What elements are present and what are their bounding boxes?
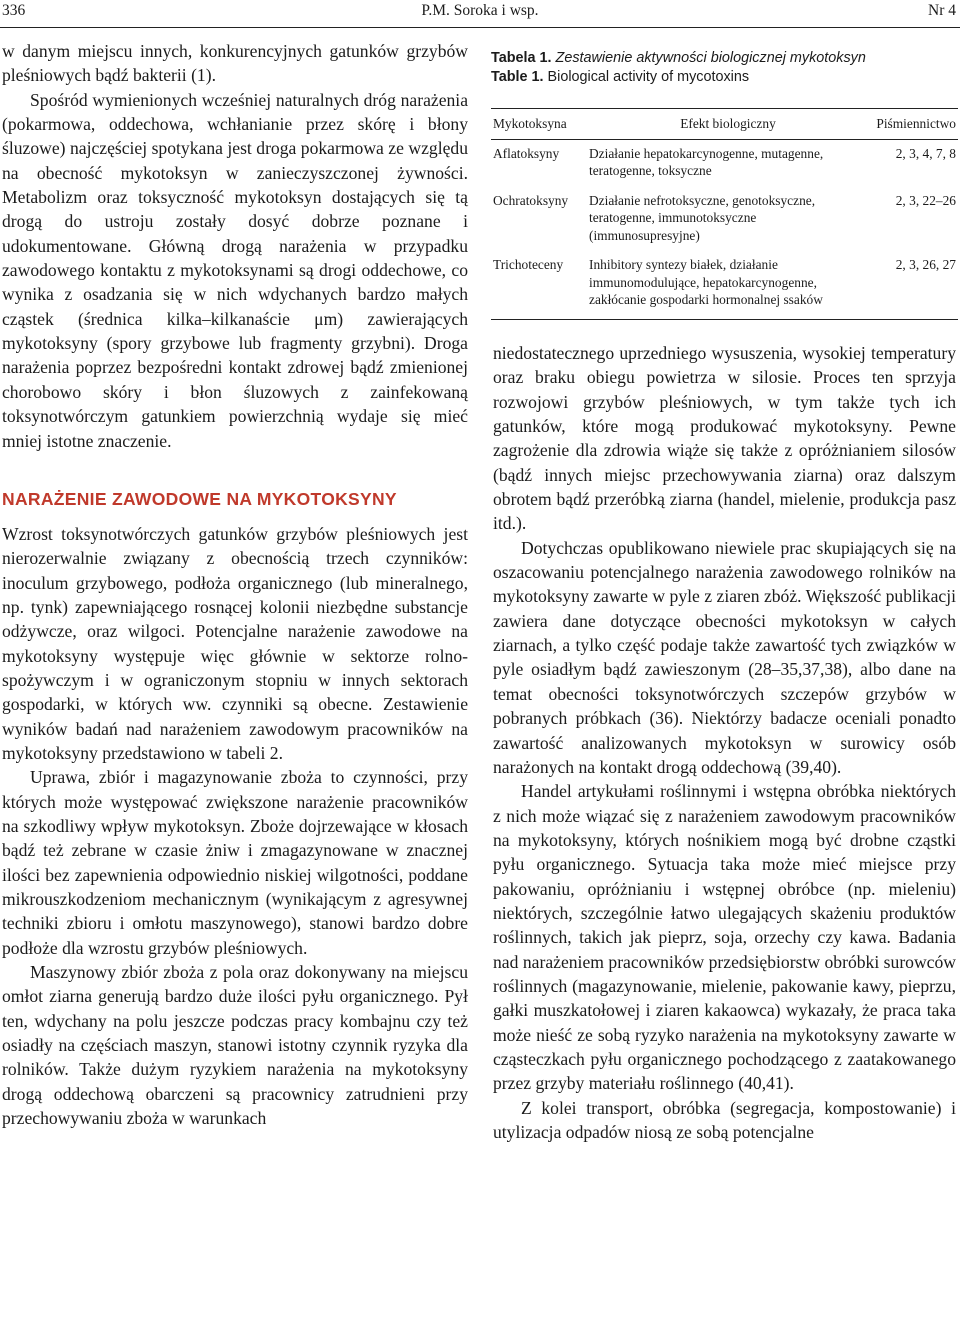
paragraph: Wzrost toksynotwórczych gatunków grzybów pleśniowych jest nierozerwalnie związany z obecnością trzech czynników: inoculum grzybowego, podłoża organicznego (lub mineralnego, np. tynk) zapewniającego rosnącej kolonii niezbędne substancje odżywcze, oraz wilgoci. Potencjalne narażenie zawodowe na mykotoksyny występuje więc głównie w sektorze rolno-spożywczym i w ograniczonym stopniu w innych sektorach gospodarki, w których ww. czynniki są obecne. Zestawienie wyników badań nad narażeniem zawodowym pracowników na mykotoksyny przedstawiono w tabeli 2. (2, 523, 468, 763)
column-header-refs: Piśmiennictwo (869, 109, 958, 140)
running-authors: P.M. Soroka i wsp. (421, 2, 539, 19)
cell-effect: Działanie nefrotoksyczne, genotoksyczne, teratogenne, immunotoksyczne (immunosupresyjne) (589, 192, 816, 243)
table-title-en: Biological activity of mycotoxins (547, 69, 750, 85)
paragraph: Z kolei transport, obróbka (segregacja, kompostowanie) i utylizacja odpadów niosą ze sobą potencjalne (493, 1097, 956, 1142)
running-header (0, 0, 960, 24)
column-header-effect: Efekt biologiczny (587, 109, 869, 140)
cell-refs: 2, 3, 22–26 (895, 192, 956, 208)
cell-toxin: Trichoteceny (491, 251, 587, 319)
paragraph: Uprawa, zbiór i magazynowanie zboża to czynności, przy których może występować zwiększone narażenie pracowników na szkodliwy wpływ mykotoksyn. Zboże dojrzewające w kłosach bądź też zebrane w czasie żniw i zmagazynowane w znacznej ilości bez zapewnienia odpowiednio niskiej wilgotności, poddane mikrouszkodzeniom mechanicznym (wynikającym z agresywnej techniki zbioru i omłotu maszynowego), stanowi bardzo dobre podłoże dla wzrostu grzybów pleśniowych. (2, 767, 468, 958)
table-row (491, 139, 958, 187)
header-rule (0, 27, 960, 28)
section-heading: NARAŻENIE ZAWODOWE NA MYKOTOKSYNY (2, 488, 397, 509)
cell-toxin: Ochratoksyny (493, 192, 569, 208)
right-column (493, 341, 956, 1144)
left-column (2, 39, 468, 1130)
column-header-toxin: Mykotoksyna (491, 109, 587, 140)
page-number: 336 (2, 2, 26, 19)
paragraph: Spośród wymienionych wcześniej naturalnych dróg narażenia (pokarmowa, oddechowa, wchłanianie przez skórę i błony śluzowe) najczęściej spotykana jest droga pokarmowa ze względu na obecność mykotoksyn w zanieczyszczonej żywności. Metabolizm oraz toksyczność mykotoksyn dostających się tą drogą do ustroju zostały dosyć dobrze poznane i udokumentowane. Główną drogą narażenia w przypadku zawodowego kontaktu z mykotoksynami są drogi oddechowe, co wynika z osadzania się w nich wdychanych bardzo małych cząstek (średnica kilka–kilkanaście μm) zawierających mykotoksyny (spory grzybowe lub fragmenty grzybni). Droga narażenia poprzez bezpośredni kontakt zdrowej bądź zmienionej chorobowo skóry i błon śluzowych z zainfekowaną toksynotwórczym gatunkiem powierzchnią wydaje się mieć mniej istotne znaczenie. (2, 89, 468, 451)
cell-refs: 2, 3, 4, 7, 8 (895, 145, 956, 161)
table-caption (491, 49, 957, 87)
table-header-row (491, 109, 958, 140)
cell-effect: Inhibitory syntezy białek, działanie immunomodulujące, hepatokarcynogenne, zakłócanie gospodarki hormonalnej ssaków (587, 251, 869, 319)
paragraph: Dotychczas opublikowano niewiele prac skupiających się na oszacowaniu potencjalnego narażenia zawodowego rolników na mykotoksyny zawarte w pyle z ziaren zbóż. Większość publikacji zawiera dane dotyczące obecności mykotoksyn w całych ziarnach, a tylko część podaje także zawartość tych związków w pyle osiadłym bądź zawieszonym (28–35,37,38), albo dane na temat obecności toksynotwórczych szczepów grzybów w pobranych próbkach (36). Niektórzy badacze oceniali ponadto zawartość analizowanych mykotoksyn w surowicy osób narażonych na kontakt drogą oddechową (39,40). (493, 537, 956, 777)
table-row (491, 187, 958, 252)
cell-effect: Działanie hepatokarcynogenne, mutagenne, teratogenne, toksyczne (589, 145, 824, 178)
paragraph: Maszynowy zbiór zboża z pola oraz dokonywany na miejscu omłot ziarna generują bardzo duże ilości pyłu organicznego. Pył ten, wdychany na polu jeszcze podczas pracy kombajnu czy też osiadły na częściach maszyn, stanowi istotny czynnik ryzyka dla rolników. Także dużym ryzykiem narażenia na mykotoksyny drogą oddechową obarczeni są pracownicy zatrudnieni przy przechowywaniu zboża w warunkach (2, 962, 468, 1129)
paragraph: niedostatecznego uprzedniego wysuszenia, wysokiej temperatury oraz braku obiegu powietrza w silosie. Proces ten sprzyja rozwojowi grzybów pleśniowych, w tym także tych ich gatunków, które mogą produkować mykotoksyny. Pewne zagrożenie dla zdrowia wiąże się także z opróżnianiem silosów (bądź innych miejsc przechowywania ziarna) oraz dalszym obrotem bądź przeróbką ziarna (handel, mielenie, produkcja pasz itd.). (493, 343, 956, 534)
paragraph-intro: w danym miejscu innych, konkurencyjnych gatunków grzybów pleśniowych bądź bakterii (1). (2, 41, 468, 86)
cell-refs: 2, 3, 26, 27 (869, 251, 958, 319)
table-label-en: Table 1. (491, 69, 544, 85)
table-row (491, 251, 958, 319)
table-label-pl: Tabela 1. (491, 50, 552, 66)
table-title-pl: Zestawienie aktywności biologicznej mykotoksyn (555, 50, 866, 66)
issue-number: Nr 4 (928, 2, 956, 19)
paragraph: Handel artykułami roślinnymi i wstępna obróbka niektórych z nich może wiązać się z narażeniem zawodowym pracowników na mykotoksyny, których nośnikiem mogą być drobne cząstki pyłu organicznego. Sytuacja taka może mieć miejsce przy pakowaniu, opróżnianiu i wstępnej obróbce (np. mieleniu) niektórych, szczególnie łatwo ulegających skażeniu produktów roślinnych, takich jak pieprz, soja, orzechy czy kawa. Badania nad narażeniem pracowników przedsiębiorstw obróbki surowców roślinnych (magazynowanie, mielenie, pakowanie kawy, pieprzu, gałki muszkatołowej i ziaren kakaowca) wykazały, że praca taka może nieść ze sobą ryzyko narażenia na mykotoksyny zawarte w cząsteczkach pyłu organicznego pochodzącego z zaatakowanego przez grzyby materiału roślinnego (40,41). (493, 781, 956, 1094)
cell-toxin: Aflatoksyny (493, 145, 560, 161)
mycotoxin-table (491, 108, 958, 320)
